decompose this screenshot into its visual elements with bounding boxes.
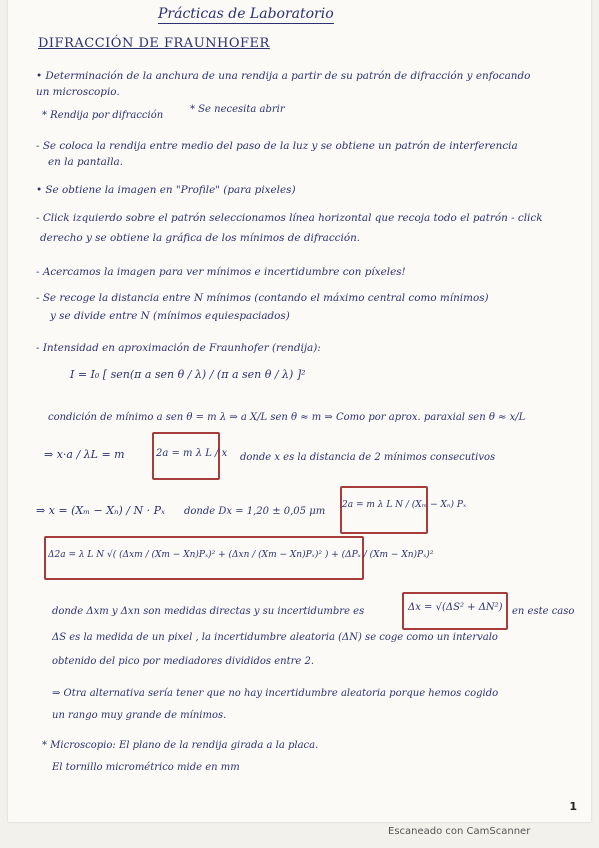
text-line: - Click izquierdo sobre el patrón seleccionamos línea horizontal que recoja todo el patrón - click [36, 212, 543, 224]
text-line: donde Dx = 1,20 ± 0,05 μm [184, 506, 326, 517]
a-formula: 2a = m λ L / x [156, 448, 228, 459]
text-line: * Microscopio: El plano de la rendija girada a la placa. [42, 740, 319, 751]
text-line: un microscopio. [36, 86, 120, 98]
page-number: 1 [569, 800, 577, 813]
text-line: • Se obtiene la imagen en "Profile" (para pixeles) [36, 184, 296, 196]
a-formula-2: 2a = m λ L N / (Xₘ − Xₙ) Pₓ [342, 500, 467, 510]
intensity-formula: I = I₀ [ sen(π a sen θ / λ) / (π a sen θ / λ) ]² [70, 368, 306, 381]
delta-x-formula: Δx = √(ΔS² + ΔN²) [408, 602, 503, 613]
text-line: un rango muy grande de mínimos. [52, 710, 227, 721]
text-line: * Se necesita abrir [190, 104, 285, 115]
notebook-page [8, 0, 591, 822]
section-title: DIFRACCIÓN DE FRAUNHOFER [38, 36, 270, 51]
text-line: - Se recoge la distancia entre N mínimos (contando el máximo central como mínimos) [36, 292, 489, 304]
result-box [340, 486, 428, 534]
page-title: Prácticas de Laboratorio [158, 6, 334, 22]
text-line: El tornillo micrométrico mide en mm [52, 762, 240, 773]
text-line: y se divide entre N (mínimos equiespaciados) [50, 310, 290, 322]
xl-formula: ⇒ x·a / λL = m [44, 448, 125, 461]
uncertainty-formula: Δ2a = λ L N √( (Δxm / (Xm − Xn)Pₓ)² + (Δxn / (Xm − Xn)Pₓ)² ) + (ΔPₓ / (Xm − Xn)Pₓ)² [48, 550, 434, 560]
text-line: donde x es la distancia de 2 mínimos consecutivos [240, 452, 496, 463]
text-line: derecho y se obtiene la gráfica de los mínimos de difracción. [40, 232, 361, 244]
text-line: * Rendija por difracción [42, 110, 164, 121]
text-line: en este caso [512, 606, 575, 617]
x-formula: ⇒ x = (Xₘ − Xₙ) / N · Pₓ [36, 504, 165, 517]
text-line: condición de mínimo a sen θ = m λ ⇒ a X/L sen θ ≈ m ⇒ Como por aprox. paraxial sen θ ≈ x/L [48, 412, 526, 423]
text-line: - Se coloca la rendija entre medio del paso de la luz y se obtiene un patrón de interferencia [36, 140, 518, 152]
text-line: - Acercamos la imagen para ver mínimos e incertidumbre con píxeles! [36, 266, 406, 278]
scanner-watermark: Escaneado con CamScanner [388, 826, 531, 837]
text-line: ΔS es la medida de un pixel , la incertidumbre aleatoria (ΔN) se coge como un intervalo [52, 632, 498, 643]
text-line: • Determinación de la anchura de una rendija a partir de su patrón de difracción y enfocando [36, 70, 531, 82]
text-line: - Intensidad en aproximación de Fraunhofer (rendija): [36, 342, 321, 354]
text-line: en la pantalla. [48, 156, 124, 168]
text-line: ⇒ Otra alternativa sería tener que no hay incertidumbre aleatoria porque hemos cogido [52, 688, 499, 699]
text-line: donde Δxm y Δxn son medidas directas y su incertidumbre es [52, 606, 365, 617]
text-line: obtenido del pico por mediadores divididos entre 2. [52, 656, 315, 667]
